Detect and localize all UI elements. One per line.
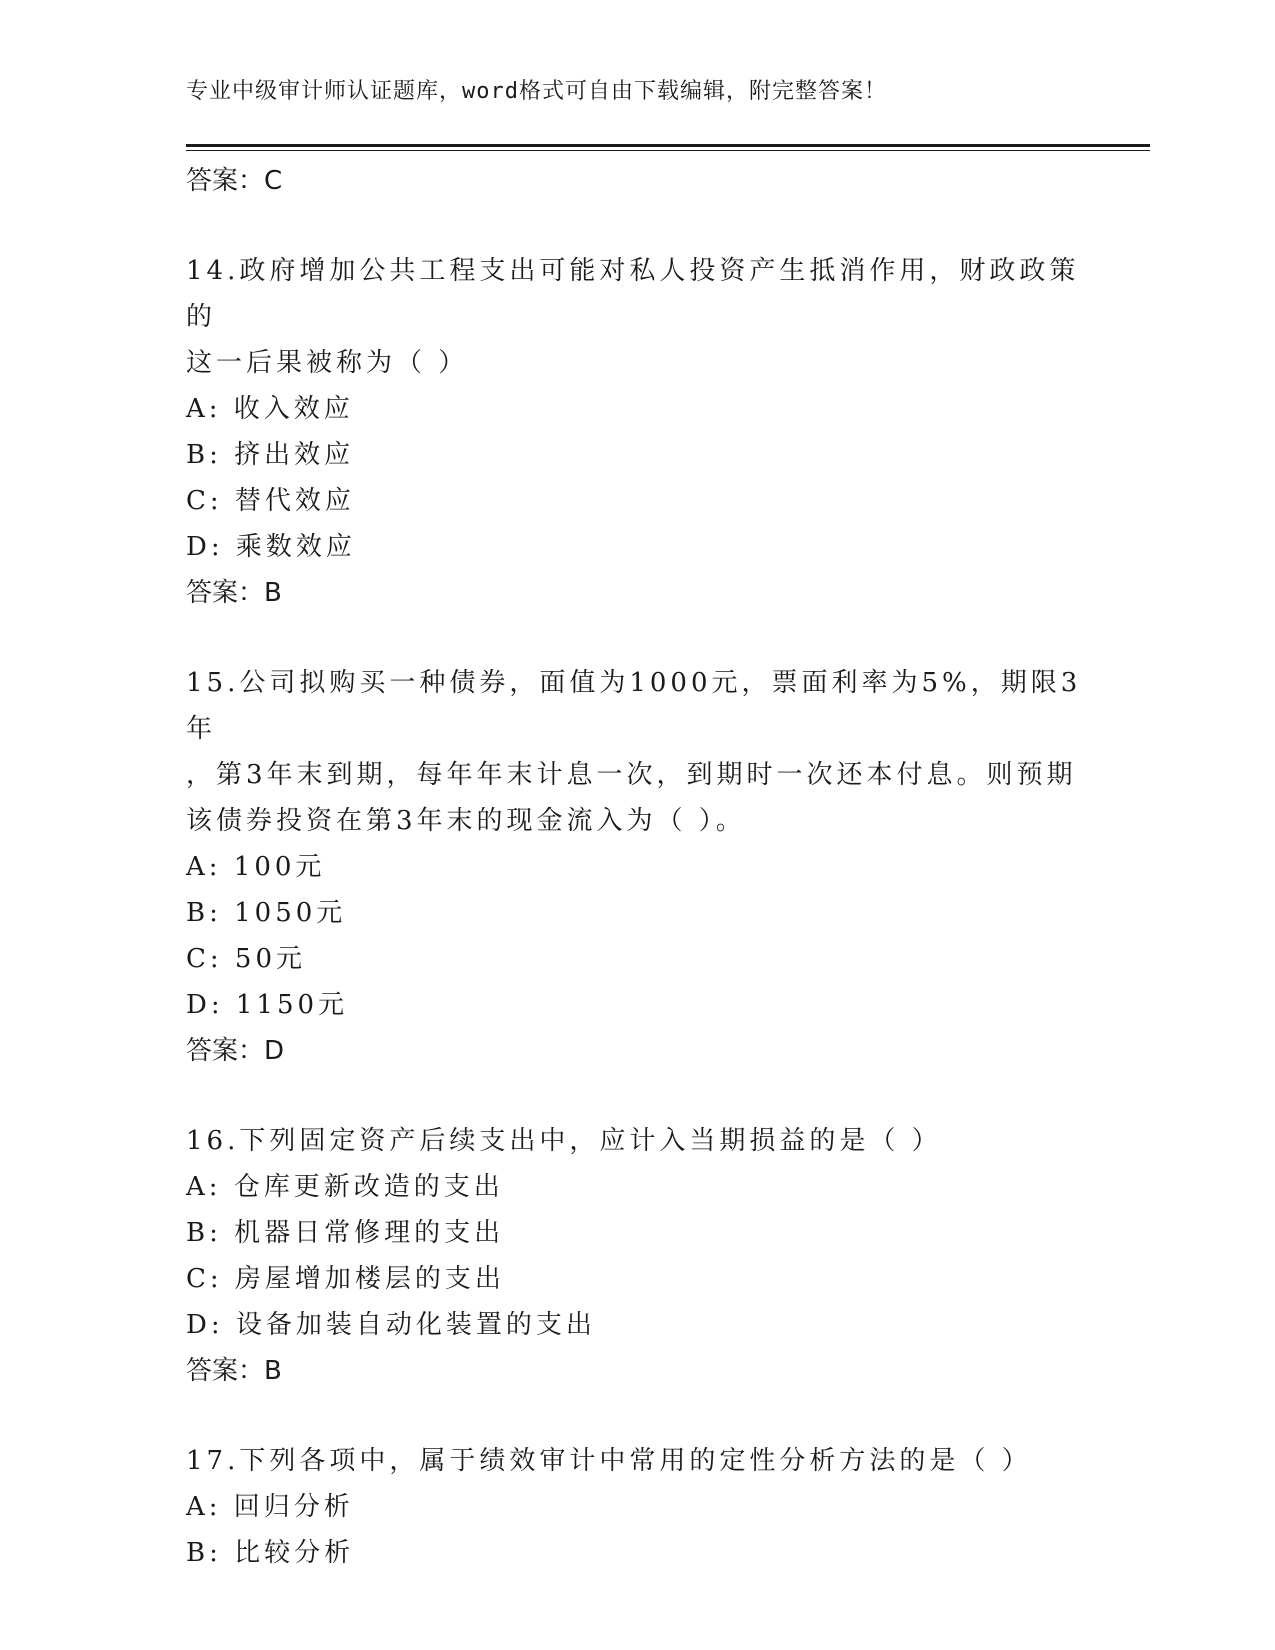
question-stem-line: 16.下列固定资产后续支出中，应计入当期损益的是（ ） (186, 1126, 942, 1156)
option-d: D: 乘数效应 (186, 532, 356, 562)
page-header: 专业中级审计师认证题库，word格式可自由下载编辑，附完整答案！ (186, 79, 887, 104)
option-a: A: 仓库更新改造的支出 (186, 1172, 504, 1202)
option-b: B: 机器日常修理的支出 (186, 1218, 505, 1248)
option-a: A: 回归分析 (186, 1492, 354, 1522)
option-b: B: 比较分析 (186, 1538, 355, 1568)
question-14 (186, 248, 1086, 616)
question-stem-line: 17.下列各项中，属于绩效审计中常用的定性分析方法的是（ ） (186, 1446, 1032, 1476)
question-15 (186, 660, 1086, 1074)
option-c: C: 房屋增加楼层的支出 (186, 1264, 505, 1294)
previous-answer: 答案：C (186, 166, 283, 196)
header-rule (186, 144, 1150, 147)
question-list (186, 158, 1086, 1576)
question-16 (186, 1118, 1086, 1394)
option-a: A: 收入效应 (186, 394, 354, 424)
answer-line: 答案：B (186, 578, 282, 608)
option-a: A: 100元 (186, 852, 326, 882)
question-stem-line: 14.政府增加公共工程支出可能对私人投资产生抵消作用，财政政策的 (186, 256, 1080, 332)
answer-line: 答案：D (186, 1036, 285, 1066)
question-stem-line: 该债券投资在第3年末的现金流入为（ ）。 (186, 806, 746, 836)
header-rule-thin (186, 150, 1150, 151)
option-d: D: 设备加装自动化装置的支出 (186, 1310, 596, 1340)
answer-line: 答案：B (186, 1356, 282, 1386)
option-d: D: 1150元 (186, 990, 349, 1020)
question-stem-line: ，第3年末到期，每年年末计息一次，到期时一次还本付息。则预期 (186, 760, 1077, 790)
option-b: B: 挤出效应 (186, 440, 355, 470)
question-17 (186, 1438, 1086, 1576)
option-b: B: 1050元 (186, 898, 347, 928)
option-c: C: 替代效应 (186, 486, 355, 516)
question-stem-line: 15.公司拟购买一种债券，面值为1000元，票面利率为5%，期限3年 (186, 668, 1082, 744)
option-c: C: 50元 (186, 944, 307, 974)
question-stem-line: 这一后果被称为（ ） (186, 348, 469, 378)
